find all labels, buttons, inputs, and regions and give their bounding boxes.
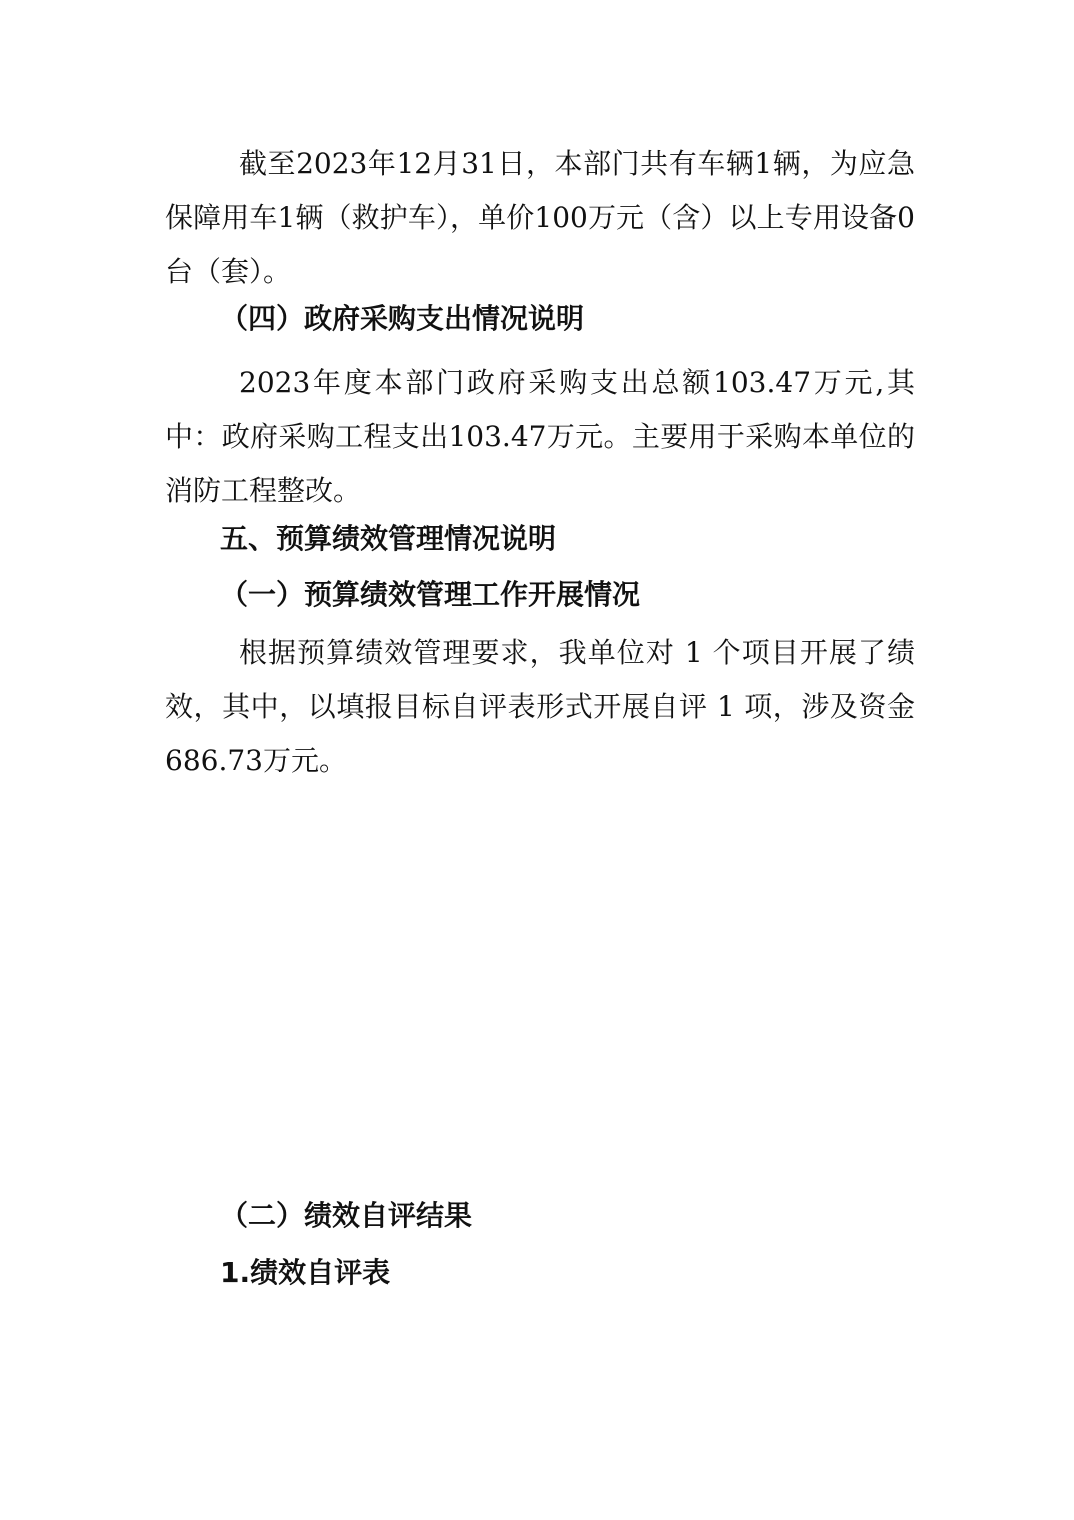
heading-performance-work: （一）预算绩效管理工作开展情况: [220, 578, 641, 611]
paragraph-procurement: 2023年度本部门政府采购支出总额103.47万元,其中：政府采购工程支出103.47万元。主要用于采购本单位的消防工程整改。: [165, 366, 915, 507]
heading-procurement: （四）政府采购支出情况说明: [220, 302, 585, 335]
heading-self-evaluation-table: 1.绩效自评表: [220, 1256, 391, 1289]
heading-self-evaluation-results: （二）绩效自评结果: [220, 1199, 473, 1232]
paragraph-vehicles: 截至2023年12月31日，本部门共有车辆1辆，为应急保障用车1辆（救护车），单价100万元（含）以上专用设备0台（套）。: [165, 147, 915, 288]
heading-section-5: 五、预算绩效管理情况说明: [220, 522, 557, 555]
paragraph-performance-work: 根据预算绩效管理要求，我单位对 1 个项目开展了绩效，其中，以填报目标自评表形式开展自评 1 项，涉及资金686.73万元。: [165, 636, 915, 777]
